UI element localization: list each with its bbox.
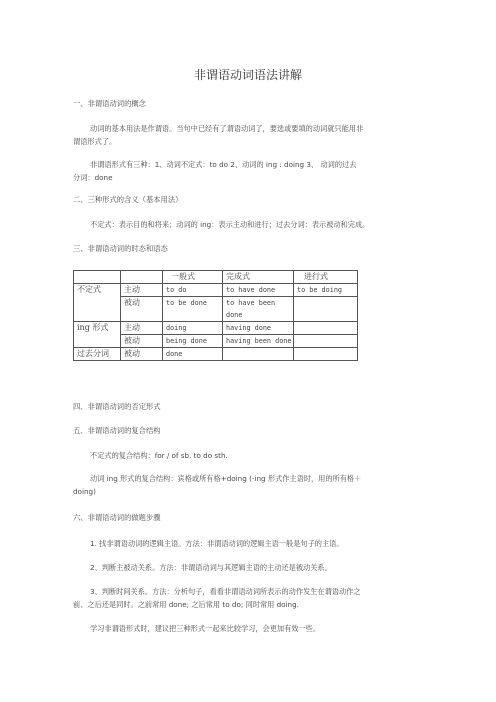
closing-paragraph: 学习非谓语形式时，建议把三种形式一起来比较学习，会更加有效一些。 — [90, 624, 321, 633]
section-2-paragraph: 不定式：表示目的和将来；动词的 ing：表示主动和进行；过去分词：表示被动和完成。 — [90, 220, 370, 229]
section-4-heading: 四、非谓语动词的否定形式 — [73, 402, 161, 411]
step-3-line-1: 3、判断时间关系。方法：分析句子，看看非谓语动词所表示的动作发生在谓语动作之 — [90, 587, 361, 596]
section-5-paragraph-2-line-2: doing) — [73, 487, 96, 496]
table-header-cell — [74, 271, 121, 284]
section-1-paragraph-2-line-2: 分词：done — [73, 173, 113, 182]
table-cell — [294, 297, 358, 322]
table-cell-voice: 被动 — [121, 348, 163, 361]
table-cell: to be done — [163, 297, 223, 322]
section-3-heading: 三、非谓语动词的时态和语态 — [73, 244, 168, 253]
table-header-cell — [121, 271, 163, 284]
table-cell: to do — [163, 284, 223, 297]
table-cell — [294, 348, 358, 361]
page-title: 非谓语动词语法讲解 — [193, 68, 302, 82]
table-header-cell: 一般式 — [163, 271, 223, 284]
table-row — [74, 284, 358, 297]
table-cell: doing — [163, 322, 223, 335]
table-cell: done — [163, 348, 223, 361]
table-cell-form: 不定式 — [74, 284, 121, 322]
step-2: 2、判断主被动关系。方法：非谓语动词与其逻辑主语的主动还是被动关系。 — [90, 563, 332, 572]
table-cell: to have been done — [223, 297, 294, 322]
table-cell: being done — [163, 335, 223, 348]
step-1: 1. 找非谓语动词的逻辑主语。方法：非谓语动词的逻辑主语一般是句子的主语。 — [90, 539, 344, 548]
table-cell-voice: 主动 — [121, 284, 163, 297]
table-cell — [223, 348, 294, 361]
table-cell: to have done — [223, 284, 294, 297]
section-1-paragraph-2-line-1: 非谓语形式有三种：1、动词不定式：to do 2、动词的 ing : doing 3、 动词的过去 — [90, 160, 357, 169]
table-cell: having been done — [223, 335, 294, 348]
section-2-heading: 二、三种形式的含义（基本用法） — [73, 195, 183, 204]
section-5-paragraph-2-line-1: 动词 ing 形式的复合结构：宾格或所有格+doing (-ing 形式作主语时，用的所有格＋ — [90, 474, 362, 483]
table-cell-form: 过去分词 — [74, 348, 121, 361]
step-3-line-2: 前、之后还是同时。之前常用 done; 之后常用 to do; 同时常用 doing. — [73, 600, 299, 609]
table-row — [74, 322, 358, 335]
table-cell: having done — [223, 322, 294, 335]
table-cell-voice: 被动 — [121, 297, 163, 322]
table-cell — [294, 335, 358, 348]
table-cell: to be doing — [294, 284, 358, 297]
section-5-heading: 五、非谓语动词的复合结构 — [73, 426, 161, 435]
section-1-paragraph-1-line-1: 动词的基本用法是作谓语。当句中已经有了谓语动词了，要选或要填的动词就只能用非 — [90, 124, 364, 133]
section-1-paragraph-1-line-2: 谓语形式了。 — [73, 137, 117, 146]
table-cell-voice: 被动 — [121, 335, 163, 348]
table-header-cell: 进行式 — [294, 271, 358, 284]
section-1-heading: 一、非谓语动词的概念 — [73, 99, 146, 108]
table-cell-form: ing 形式 — [74, 322, 121, 348]
table-header-cell: 完成式 — [223, 271, 294, 284]
section-5-paragraph-1: 不定式的复合结构：for / of sb. to do sth. — [90, 451, 228, 460]
table-header-row — [74, 271, 358, 284]
section-6-heading: 六、非谓语动词的做题步骤 — [73, 513, 161, 522]
table-cell — [294, 322, 358, 335]
table-row — [74, 348, 358, 361]
tense-voice-table — [73, 270, 358, 361]
table-cell-voice: 主动 — [121, 322, 163, 335]
